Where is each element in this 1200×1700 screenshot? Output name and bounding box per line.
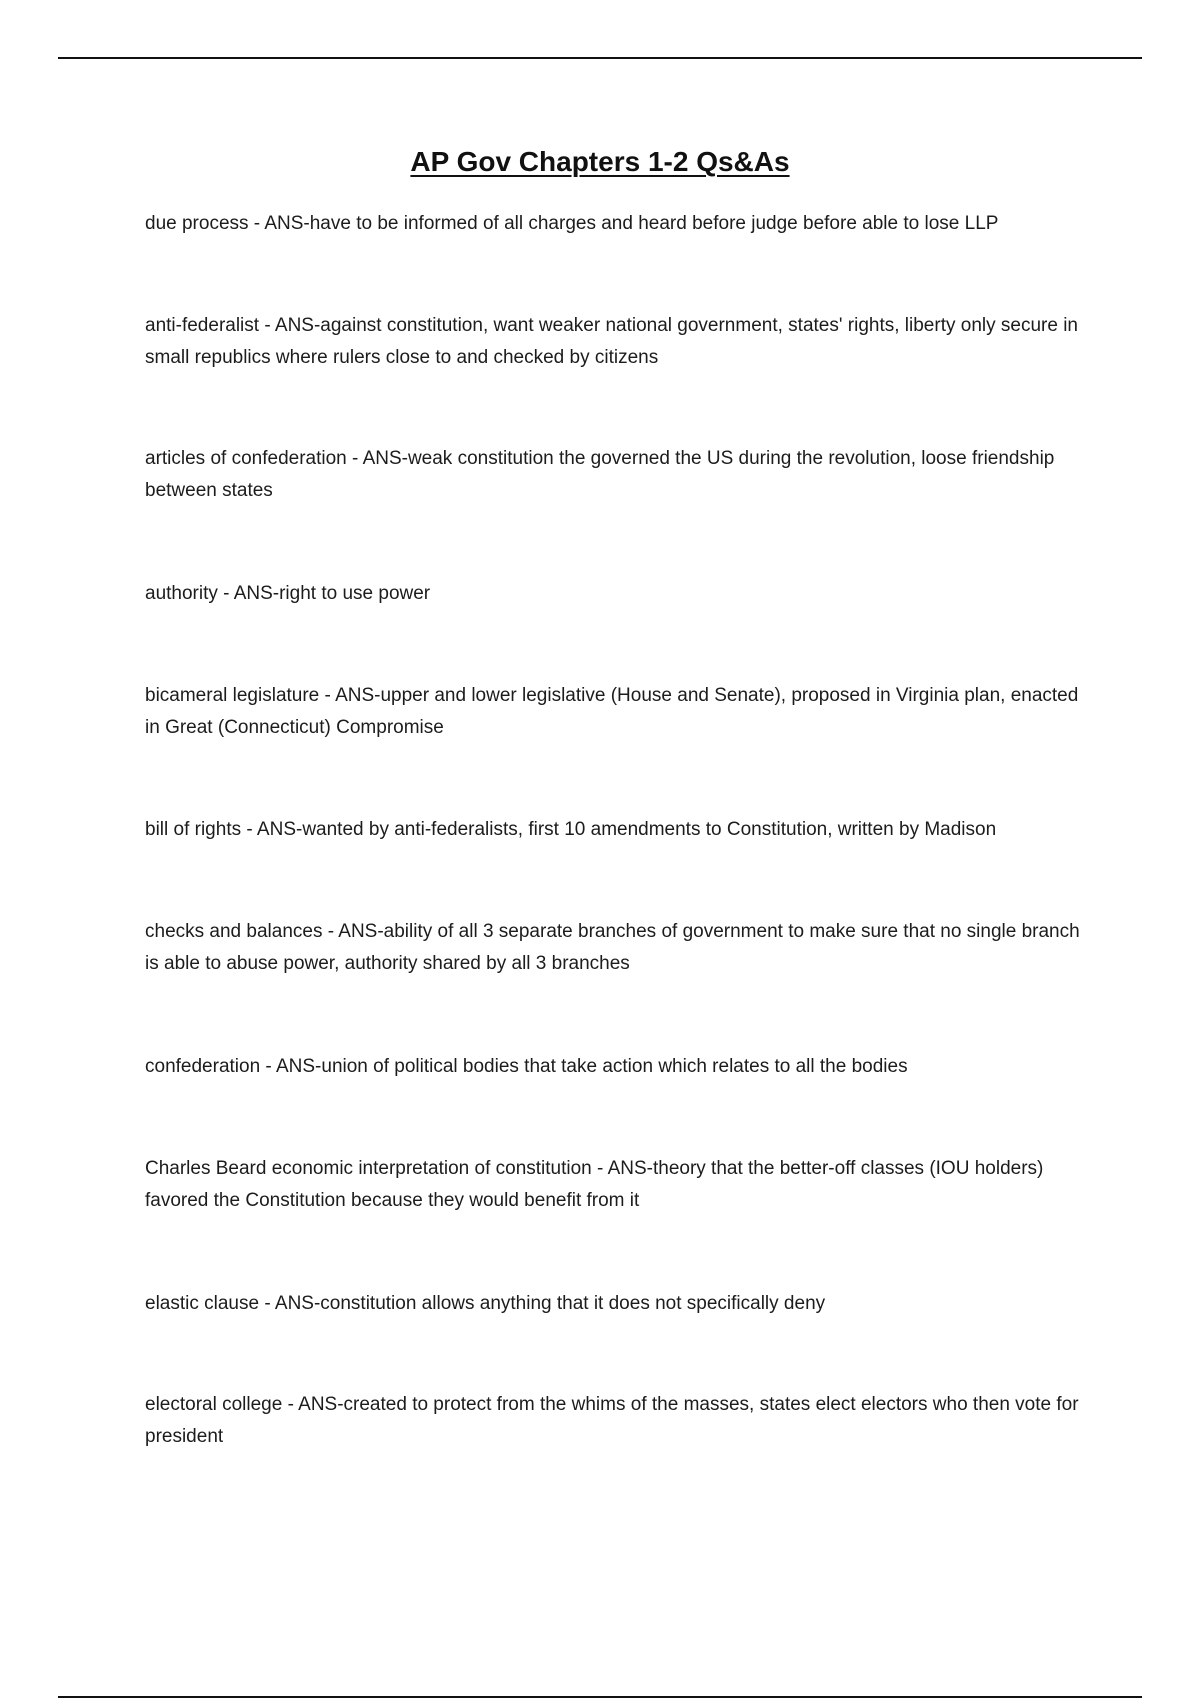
- qa-item-electoral-college: electoral college - ANS-created to protect from the whims of the masses, states elect electors who then vote for president: [145, 1394, 1079, 1447]
- top-divider: [58, 57, 1142, 59]
- qa-item-bill-of-rights: bill of rights - ANS-wanted by anti-federalists, first 10 amendments to Constitution, written by Madison: [145, 819, 997, 840]
- qa-item-confederation: confederation - ANS-union of political bodies that take action which relates to all the bodies: [145, 1056, 908, 1077]
- page-title: AP Gov Chapters 1-2 Qs&As: [410, 146, 790, 177]
- qa-item-due-process: due process - ANS-have to be informed of all charges and heard before judge before able to lose LLP: [145, 213, 999, 234]
- qa-item-authority: authority - ANS-right to use power: [145, 583, 431, 604]
- qa-item-elastic-clause: elastic clause - ANS-constitution allows anything that it does not specifically deny: [145, 1293, 826, 1314]
- qa-item-bicameral-legislature: bicameral legislature - ANS-upper and lower legislative (House and Senate), proposed in Virginia plan, enacted in Great (Connecticut) Compromise: [145, 685, 1079, 738]
- qa-item-articles-of-confederation: articles of confederation - ANS-weak constitution the governed the US during the revolution, loose friendship between states: [145, 448, 1055, 501]
- bottom-divider: [58, 1696, 1142, 1698]
- qa-item-anti-federalist: anti-federalist - ANS-against constitution, want weaker national government, states' rights, liberty only secure in small republics where rulers close to and checked by citizens: [145, 315, 1078, 368]
- qa-item-charles-beard: Charles Beard economic interpretation of constitution - ANS-theory that the better-off classes (IOU holders) favored the Constitution because they would benefit from it: [145, 1158, 1044, 1211]
- qa-item-checks-and-balances: checks and balances - ANS-ability of all 3 separate branches of government to make sure that no single branch is able to abuse power, authority shared by all 3 branches: [145, 921, 1080, 974]
